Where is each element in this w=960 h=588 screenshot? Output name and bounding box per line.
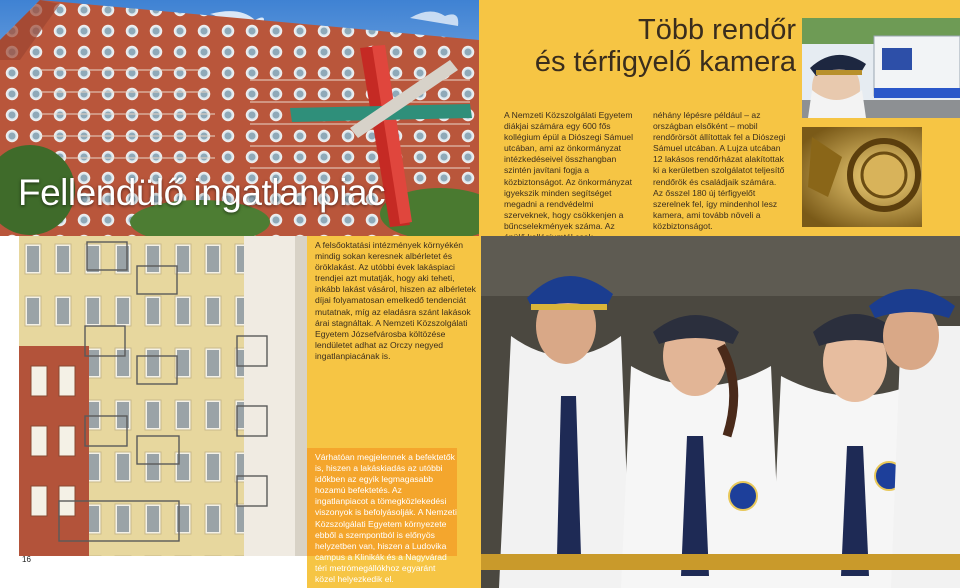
article-column-1: A Nemzeti Közszolgálati Egyetem diákjai számára egy 600 fős kollégium épül a Diószegi Sámuel utcában, ami az önkormányzat intézkedéseivel összhangban szintén javítani fogja a közbiztonságot. Az önkormányzat igyekszik minden segítséget megadni a rendvédelmi szerveknek, hogy csökkenjen a bűncselekmények száma. Az — [504, 110, 633, 231]
apartment-building-photo — [19, 236, 307, 556]
police-officer-photo — [802, 18, 960, 118]
sidebar-column-1: A felsőoktatási intézmények környékén mindig sokan keresnek albérletet és öröklakást. Az utóbbi évek lakáspiaci trendjei azt mutatják, hogy aki teheti, inkább lakást vásárol, hiszen az albérletek díjai folyamatosan emelkedő tendenciát mutatnak, míg az eladásra szánt lakások árai stagnáltak. A Nemzeti Közszolgálati Egyetem Józsefvárosba költözése lendületet adhat az Orczy negyed ingatlanpiacának is. — [315, 240, 476, 361]
badge-detail-photo — [802, 127, 960, 227]
headline-line-1: Több rendőr — [638, 14, 796, 46]
article-headline — [535, 14, 796, 78]
article-column-2: néhány lépésre például – az országban elsőként – mobil rendőrörsöt állítottak fel a Diószegi Sámuel utcában. A Lujza utcában 12 lakásos rendőrházat alakítottak ki a kerületben szolgálatot teljesítő rendőrök és családjaik számára. Az ősszel 180 új térfigyelőt szerelnek fel, így mindenhol lesz kamera, ami tovább növeli a közbiztonságot. — [653, 110, 786, 231]
headline-line-2: és térfigyelő kamera — [534, 46, 796, 78]
police-cadets-photo — [481, 236, 960, 588]
callout-text: Várhatóan megjelennek a befektetők is, hiszen a lakáskiadás az utóbbi időkben az egyik legmagasabb hozamú befektetés. Az ingatlanpiacot a tömegközlekedési viszonyok is befolyásolják. A Nemzeti Közszolgálati Egyetem környezete ebből a szempontból is előnyös helyzetben van, hiszen a Ludovika campus a Klinikák és a Nagyvárad téri metrómegállókhoz egyaránt közel helyezkedik el. — [315, 452, 457, 585]
page-number: 16 — [22, 555, 31, 564]
hero-title: Fellendülő ingatlanpiac — [18, 172, 385, 213]
